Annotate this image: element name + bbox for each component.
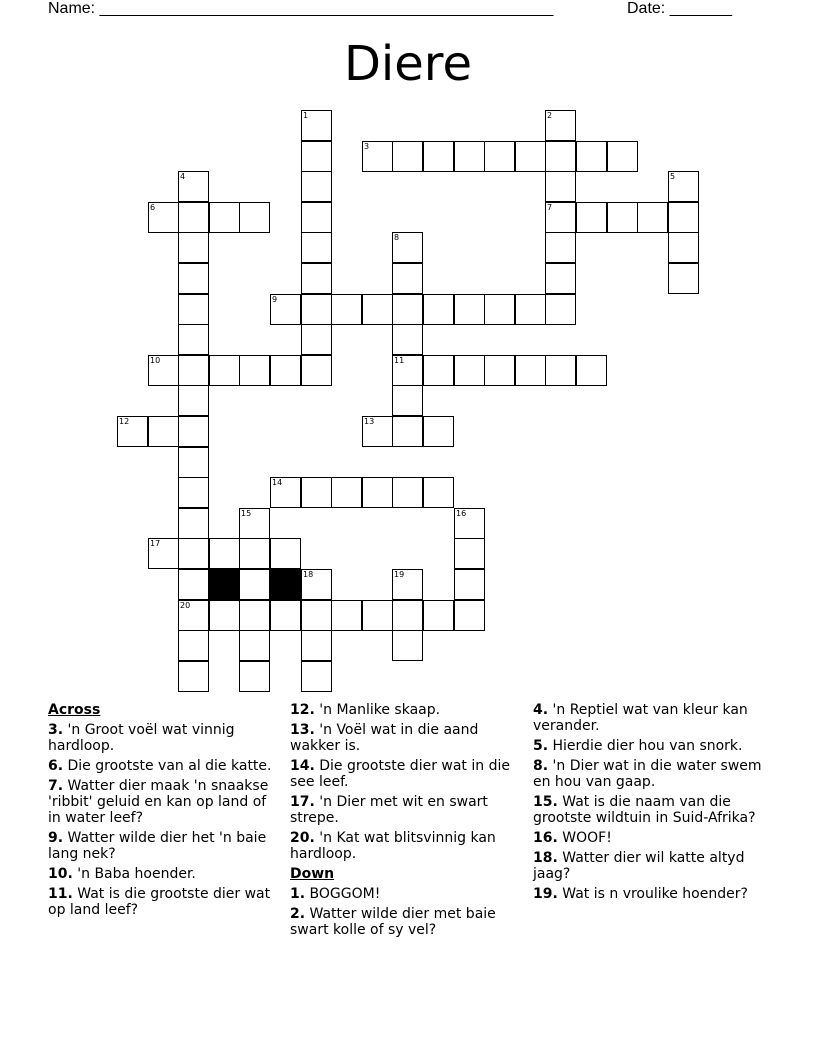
crossword-cell[interactable] — [301, 661, 332, 692]
crossword-cell[interactable] — [148, 202, 179, 233]
crossword-cell[interactable] — [117, 416, 148, 447]
crossword-block — [270, 569, 301, 600]
crossword-cell[interactable] — [209, 538, 240, 569]
crossword-cell[interactable] — [362, 600, 393, 631]
crossword-cell[interactable] — [576, 355, 607, 386]
crossword-cell[interactable] — [331, 477, 362, 508]
across-clue: 14. Die grootste dier wat in die see leef. — [290, 758, 510, 790]
crossword-cell[interactable] — [178, 202, 209, 233]
crossword-cell[interactable] — [301, 263, 332, 294]
down-clue: 16. WOOF! — [533, 830, 612, 846]
crossword-cell[interactable] — [484, 294, 515, 325]
crossword-cell[interactable] — [362, 477, 393, 508]
crossword-cell[interactable] — [178, 569, 209, 600]
crossword-cell[interactable] — [301, 630, 332, 661]
clue-number: 17 — [150, 539, 161, 548]
crossword-cell[interactable] — [239, 600, 270, 631]
down-clue: 15. Wat is die naam van die grootste wildtuin in Suid-Afrika? — [533, 794, 756, 826]
crossword-cell[interactable] — [178, 232, 209, 263]
name-field-label: Name: ___________________________________________________ — [48, 0, 554, 17]
down-clue: 19. Wat is n vroulike hoender? — [533, 886, 748, 902]
crossword-cell[interactable] — [178, 355, 209, 386]
page-title: Diere — [343, 36, 473, 92]
crossword-cell[interactable] — [301, 294, 332, 325]
crossword-cell[interactable] — [270, 355, 301, 386]
crossword-cell[interactable] — [148, 538, 179, 569]
crossword-cell[interactable] — [178, 324, 209, 355]
crossword-cell[interactable] — [392, 600, 423, 631]
crossword-cell[interactable] — [239, 630, 270, 661]
crossword-cell[interactable] — [301, 324, 332, 355]
crossword-cell[interactable] — [301, 232, 332, 263]
crossword-cell[interactable] — [301, 202, 332, 233]
crossword-cell[interactable] — [607, 141, 638, 172]
clue-number: 2 — [547, 111, 553, 120]
crossword-cell[interactable] — [545, 202, 576, 233]
crossword-cell[interactable] — [331, 600, 362, 631]
clue-number: 1 — [303, 111, 309, 120]
crossword-cell[interactable] — [392, 385, 423, 416]
crossword-cell[interactable] — [362, 294, 393, 325]
clue-number: 15 — [241, 509, 252, 518]
crossword-cell[interactable] — [454, 508, 485, 539]
clues-column-3 — [533, 702, 773, 906]
crossword-cell[interactable] — [239, 538, 270, 569]
crossword-cell[interactable] — [178, 171, 209, 202]
down-clue: 2. Watter wilde dier met baie swart kolle of sy vel? — [290, 906, 496, 938]
crossword-cell[interactable] — [668, 263, 699, 294]
crossword-cell[interactable] — [545, 171, 576, 202]
crossword-cell[interactable] — [392, 569, 423, 600]
crossword-cell[interactable] — [178, 385, 209, 416]
crossword-cell[interactable] — [454, 141, 485, 172]
crossword-cell[interactable] — [301, 141, 332, 172]
crossword-cell[interactable] — [301, 600, 332, 631]
clue-number: 13 — [364, 417, 375, 426]
crossword-cell[interactable] — [454, 355, 485, 386]
crossword-cell[interactable] — [607, 202, 638, 233]
crossword-cell[interactable] — [423, 294, 454, 325]
crossword-cell[interactable] — [484, 355, 515, 386]
crossword-cell[interactable] — [668, 202, 699, 233]
crossword-cell[interactable] — [270, 477, 301, 508]
crossword-cell[interactable] — [454, 294, 485, 325]
crossword-cell[interactable] — [576, 141, 607, 172]
clue-number: 14 — [272, 478, 283, 487]
crossword-cell[interactable] — [423, 355, 454, 386]
across-clue: 10. 'n Baba hoender. — [48, 866, 196, 882]
clue-number: 7 — [547, 203, 553, 212]
crossword-cell[interactable] — [239, 661, 270, 692]
clue-number: 8 — [394, 233, 400, 242]
clue-number: 11 — [394, 356, 405, 365]
crossword-cell[interactable] — [178, 294, 209, 325]
clue-number: 16 — [456, 509, 467, 518]
clue-number: 3 — [364, 142, 370, 151]
crossword-cell[interactable] — [423, 416, 454, 447]
crossword-cell[interactable] — [454, 538, 485, 569]
crossword-cell[interactable] — [545, 355, 576, 386]
across-clue: 20. 'n Kat wat blitsvinnig kan hardloop. — [290, 830, 496, 862]
down-clue: 1. BOGGOM! — [290, 886, 381, 902]
crossword-cell[interactable] — [545, 141, 576, 172]
crossword-cell[interactable] — [270, 294, 301, 325]
across-clue: 17. 'n Dier met wit en swart strepe. — [290, 794, 488, 826]
crossword-block — [209, 569, 240, 600]
date-field-label: Date: _______ — [627, 0, 732, 17]
crossword-cell[interactable] — [545, 232, 576, 263]
crossword-cell[interactable] — [178, 630, 209, 661]
down-heading: Down — [290, 866, 335, 882]
crossword-cell[interactable] — [270, 538, 301, 569]
clue-number: 18 — [303, 570, 314, 579]
clues-column-2 — [290, 702, 515, 942]
crossword-cell[interactable] — [178, 263, 209, 294]
across-clue: 11. Wat is die grootste dier wat op land leef? — [48, 886, 271, 918]
crossword-cell[interactable] — [239, 508, 270, 539]
crossword-cell[interactable] — [545, 110, 576, 141]
crossword-cell[interactable] — [178, 661, 209, 692]
crossword-cell[interactable] — [301, 477, 332, 508]
crossword-cell[interactable] — [178, 416, 209, 447]
crossword-cell[interactable] — [454, 569, 485, 600]
crossword-cell[interactable] — [423, 600, 454, 631]
down-clue: 8. 'n Dier wat in die water swem en hou van gaap. — [533, 758, 762, 790]
down-clue: 4. 'n Reptiel wat van kleur kan verander. — [533, 702, 748, 734]
crossword-cell[interactable] — [392, 294, 423, 325]
crossword-cell[interactable] — [301, 569, 332, 600]
crossword-cell[interactable] — [362, 141, 393, 172]
across-clue: 3. 'n Groot voël wat vinnig hardloop. — [48, 722, 235, 754]
down-clue: 18. Watter dier wil katte altyd jaag? — [533, 850, 745, 882]
crossword-cell[interactable] — [301, 355, 332, 386]
crossword-cell[interactable] — [270, 600, 301, 631]
crossword-cell[interactable] — [178, 447, 209, 478]
crossword-cell[interactable] — [515, 141, 546, 172]
crossword-cell[interactable] — [178, 508, 209, 539]
clue-number: 9 — [272, 295, 278, 304]
crossword-cell[interactable] — [392, 477, 423, 508]
clues-column-1 — [48, 702, 273, 922]
crossword-cell[interactable] — [423, 141, 454, 172]
across-clue: 9. Watter wilde dier het 'n baie lang nek? — [48, 830, 267, 862]
across-clue: 7. Watter dier maak 'n snaakse 'ribbit' geluid en kan op land of in water leef? — [48, 778, 269, 826]
clue-number: 12 — [119, 417, 130, 426]
crossword-cell[interactable] — [392, 416, 423, 447]
clue-number: 19 — [394, 570, 405, 579]
crossword-cell[interactable] — [148, 416, 179, 447]
crossword-cell[interactable] — [392, 141, 423, 172]
crossword-cell[interactable] — [423, 477, 454, 508]
crossword-cell[interactable] — [668, 232, 699, 263]
crossword-cell[interactable] — [515, 294, 546, 325]
across-clue: 13. 'n Voël wat in die aand wakker is. — [290, 722, 479, 754]
crossword-cell[interactable] — [178, 477, 209, 508]
crossword-cell[interactable] — [362, 416, 393, 447]
crossword-cell[interactable] — [392, 263, 423, 294]
crossword-cell[interactable] — [239, 202, 270, 233]
clue-number: 5 — [670, 172, 676, 181]
crossword-cell[interactable] — [301, 110, 332, 141]
crossword-cell[interactable] — [545, 263, 576, 294]
crossword-cell[interactable] — [209, 202, 240, 233]
crossword-cell[interactable] — [301, 171, 332, 202]
clue-number: 10 — [150, 356, 161, 365]
across-heading: Across — [48, 702, 101, 718]
crossword-cell[interactable] — [239, 355, 270, 386]
crossword-cell[interactable] — [178, 538, 209, 569]
crossword-cell[interactable] — [668, 171, 699, 202]
crossword-cell[interactable] — [209, 355, 240, 386]
crossword-cell[interactable] — [545, 294, 576, 325]
crossword-cell[interactable] — [331, 294, 362, 325]
across-clue: 12. 'n Manlike skaap. — [290, 702, 441, 718]
crossword-cell[interactable] — [392, 324, 423, 355]
clue-number: 20 — [180, 601, 191, 610]
crossword-cell[interactable] — [576, 202, 607, 233]
crossword-cell[interactable] — [239, 569, 270, 600]
down-clue: 5. Hierdie dier hou van snork. — [533, 738, 743, 754]
crossword-cell[interactable] — [209, 600, 240, 631]
crossword-cell[interactable] — [392, 232, 423, 263]
crossword-cell[interactable] — [454, 600, 485, 631]
crossword-cell[interactable] — [484, 141, 515, 172]
crossword-cell[interactable] — [392, 630, 423, 661]
crossword-cell[interactable] — [392, 355, 423, 386]
crossword-cell[interactable] — [178, 600, 209, 631]
crossword-cell[interactable] — [637, 202, 668, 233]
crossword-cell[interactable] — [515, 355, 546, 386]
clue-number: 4 — [180, 172, 186, 181]
across-clue: 6. Die grootste van al die katte. — [48, 758, 272, 774]
crossword-cell[interactable] — [148, 355, 179, 386]
clue-number: 6 — [150, 203, 156, 212]
